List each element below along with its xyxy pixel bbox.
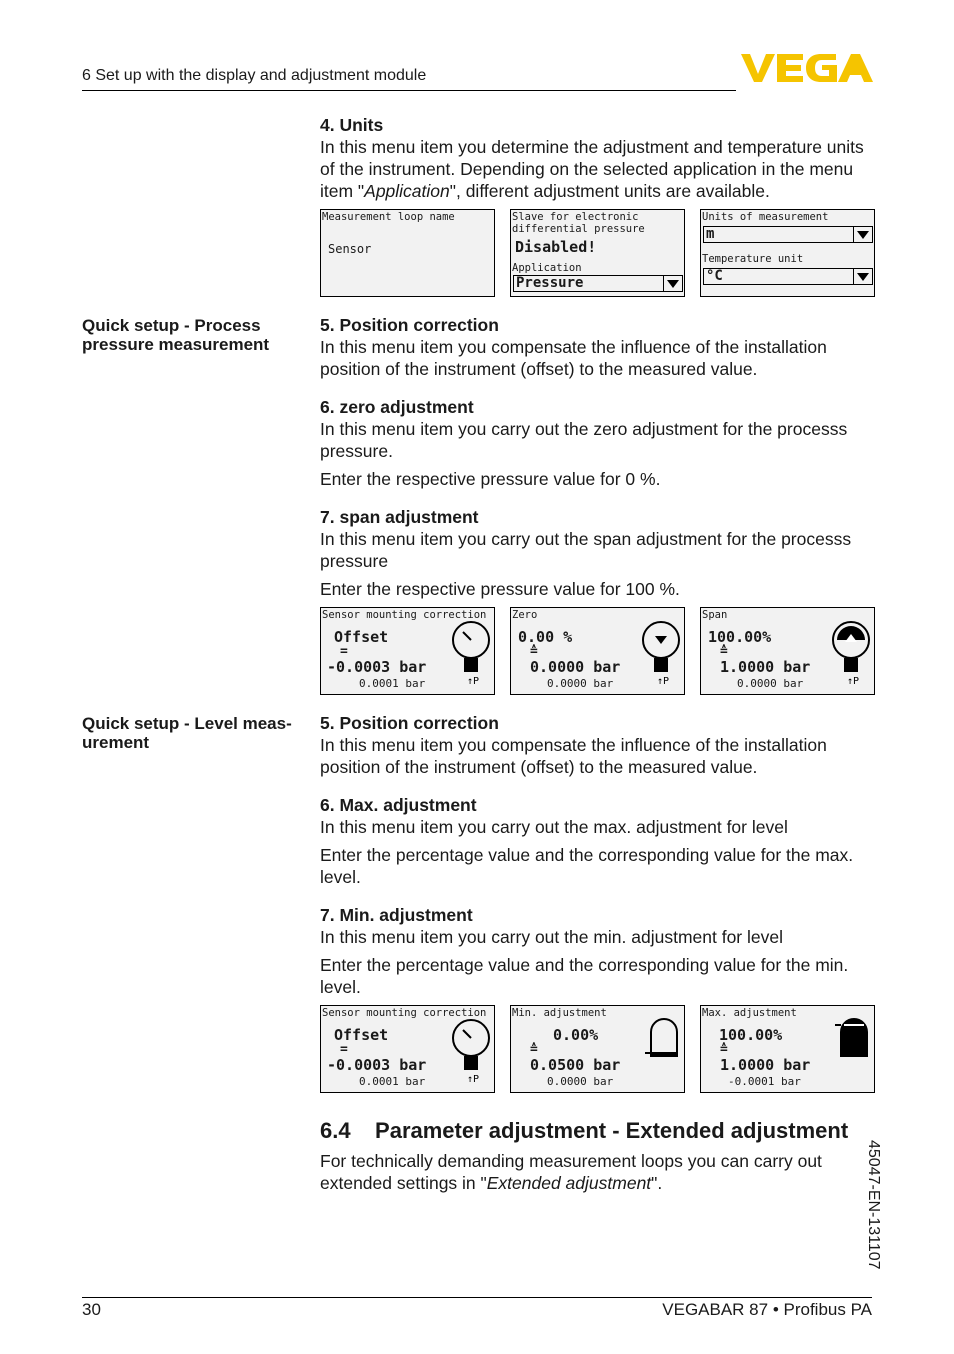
units-heading: 4. Units (320, 115, 384, 135)
svg-text:↑P: ↑P (657, 676, 670, 687)
chevron-down-icon (853, 269, 872, 284)
units-block (320, 114, 880, 202)
document-number: 45047-EN-131107 (865, 1140, 882, 1270)
header-section-title: 6 Set up with the display and adjustment module (82, 67, 427, 84)
side-heading-process: Quick setup - Process pressure measurement (82, 316, 270, 354)
page-number: 30 (82, 1300, 101, 1319)
product-name: VEGABAR 87 • Profibus PA (662, 1300, 872, 1319)
lcd-min-adjustment: Min. adjustment 0.00% ≙ 0.0500 bar 0.0000 bar (510, 1005, 685, 1093)
gauge-icon (449, 1012, 493, 1088)
lcd-span: Span 100.00% ≙ 1.0000 bar 0.0000 bar ↑P (700, 607, 875, 695)
lcd-max-adjustment: Max. adjustment 100.00% ≙ 1.0000 bar -0.0001 bar (700, 1005, 875, 1093)
side-heading-level: Quick setup - Level meas-urement (82, 714, 292, 752)
lcd-zero: Zero 0.00 % ≙ 0.0000 bar 0.0000 bar ↑P (510, 607, 685, 695)
tank-empty-icon (645, 1016, 683, 1062)
units-text: In this menu item you determine the adjustment and temperature units of the instrument. Depending on the selected application in the menu item "Application", different adjustment units are available. (320, 137, 864, 201)
application-select[interactable]: Pressure (513, 275, 683, 292)
gauge-icon (449, 614, 493, 690)
header-rule (82, 90, 736, 91)
svg-text:↑P: ↑P (847, 676, 860, 687)
section-title: 6.4 Parameter adjustment - Extended adjustment (320, 1118, 849, 1143)
gauge-icon (829, 614, 873, 690)
svg-text:↑P: ↑P (467, 676, 480, 687)
lcd-offset-level: Sensor mounting correction Offset = -0.0003 bar 0.0001 bar ↑P (320, 1005, 495, 1093)
section-text: For technically demanding measurement loops you can carry out extended settings in "Extended adjustment". (320, 1151, 822, 1193)
vega-logo (741, 52, 873, 84)
lcd-units: Units of measurement m Temperature unit °C (700, 209, 875, 297)
footer-rule (82, 1297, 872, 1298)
lcd-offset: Sensor mounting correction Offset = -0.0003 bar 0.0001 bar ↑P (320, 607, 495, 695)
chevron-down-icon (853, 227, 872, 242)
temperature-unit-select[interactable]: °C (703, 268, 873, 285)
lcd-loop-name: Measurement loop name Sensor (320, 209, 495, 297)
lcd-slave: Slave for electronic differential pressure Disabled! Application Pressure (510, 209, 685, 297)
process-block: 5. Position correction In this menu item you compensate the influence of the installation position of the instrument (offset) to the measured value. 6. zero adjustment In this menu item you carry out the zero adjustment for the processs pressure. Enter the respective pressure value for 0 %. 7. span adjustment In this menu item you carry out the span adjustment for the processs pressure Enter the respective pressure value for 100 %. (320, 315, 852, 599)
level-block: 5. Position correction In this menu item you compensate the influence of the installation position of the instrument (offset) to the measured value. 6. Max. adjustment In this menu item you carry out the max. adjustment for level Enter the percentage value and the corresponding value for the max. level. 7. Min. adjustment In this menu item you carry out the min. adjustment for level Enter the percentage value and the corresponding value for the min. level. (320, 713, 854, 997)
chevron-down-icon (663, 276, 682, 291)
units-select[interactable]: m (703, 226, 873, 243)
gauge-icon (639, 614, 683, 690)
svg-text:↑P: ↑P (467, 1074, 480, 1085)
tank-full-icon (835, 1016, 873, 1062)
